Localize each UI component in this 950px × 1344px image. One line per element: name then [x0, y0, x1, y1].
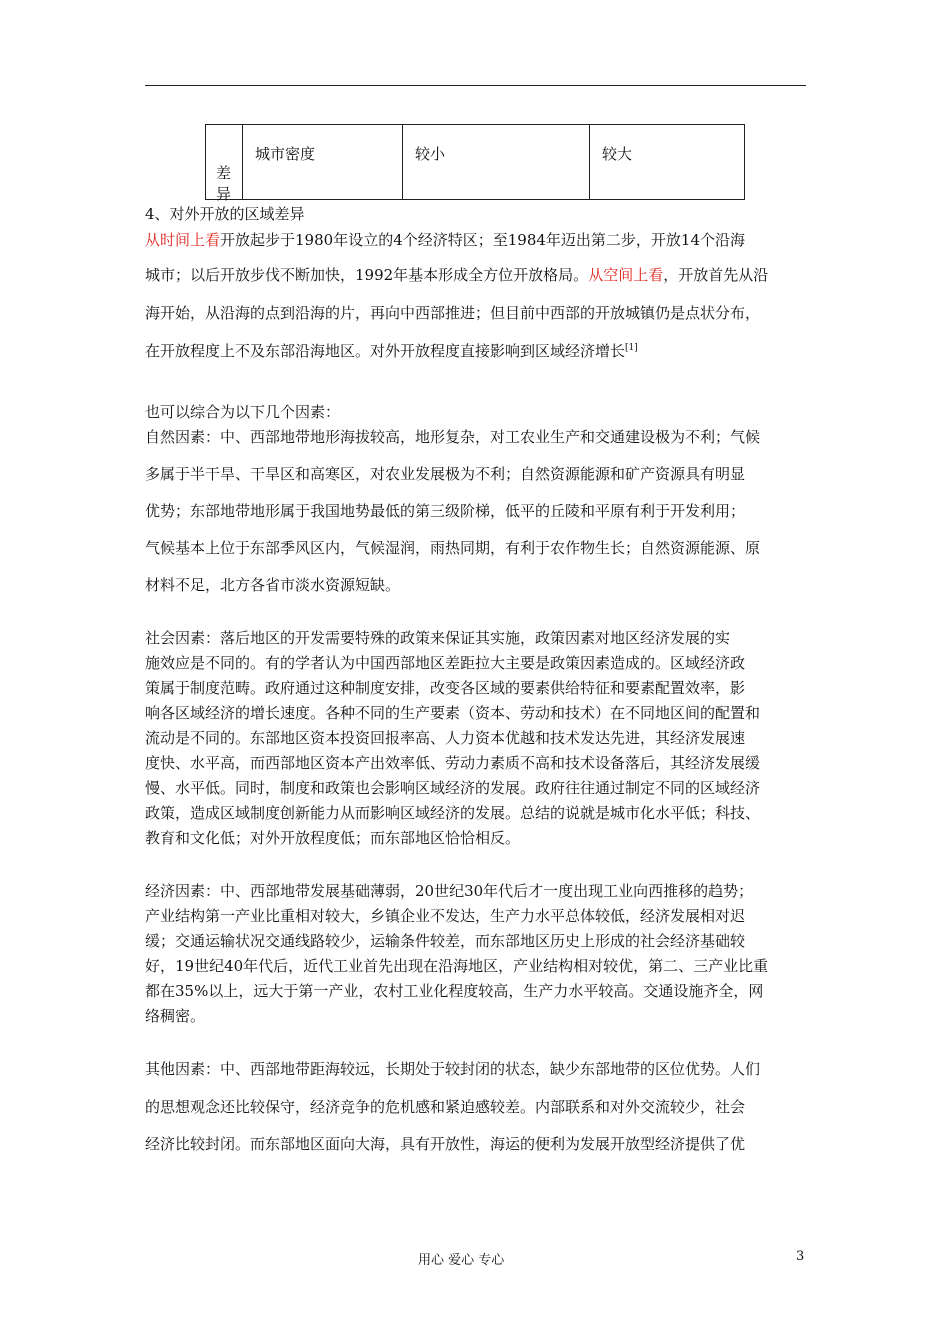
- page-number: 3: [796, 1249, 805, 1264]
- header-rule: [145, 85, 806, 86]
- social-factors-line: 施效应是不同的。有的学者认为中国西部地区差距拉大主要是政策因素造成的。区域经济政: [145, 654, 746, 672]
- value-larger: 较大: [602, 145, 633, 163]
- economic-factors-line: 缓；交通运输状况交通线路较少，运输条件较差，而东部地区历史上形成的社会经济基础较: [145, 932, 746, 950]
- time-perspective-highlight: 从时间上看: [145, 231, 221, 249]
- other-factors-line: 经济比较封闭。而东部地区面向大海，具有开放性，海运的便利为发展开放型经济提供了优: [145, 1135, 746, 1153]
- section-4-line-2: [145, 264, 815, 285]
- summary-intro: 也可以综合为以下几个因素：: [145, 403, 341, 421]
- city-density-label: 城市密度: [255, 145, 316, 163]
- section-4-line-2-text-b: ，开放首先从沿: [663, 266, 769, 284]
- row-header-label: 差异: [216, 164, 232, 203]
- natural-factors-line: 材料不足，北方各省市淡水资源短缺。: [145, 576, 401, 594]
- footnote-reference[interactable]: [1]: [625, 343, 638, 353]
- social-factors-line: 度快、水平高，而西部地区资本产出效率低、劳动力素质不高和技术设备落后，其经济发展缓: [145, 754, 761, 772]
- section-4-line-4-text: 在开放程度上不及东部沿海地区。对外开放程度直接影响到区域经济增长: [145, 342, 626, 360]
- economic-factors-line: 都在35%以上，远大于第一产业，农村工业化程度较高，生产力水平较高。交通设施齐全，网: [145, 982, 764, 1000]
- space-perspective-highlight: 从空间上看: [588, 266, 664, 284]
- value-smaller: 较小: [415, 145, 446, 163]
- table-row-header-cell: [206, 125, 243, 203]
- social-factors-line: 政策，造成区域制度创新能力从而影响区域经济的发展。总结的说就是城市化水平低；科技、: [145, 804, 761, 822]
- section-4-line-3: 海开始，从沿海的点到沿海的片，再向中西部推进；但目前中西部的开放城镇仍是点状分布，: [145, 304, 761, 322]
- other-factors-line: 其他因素：中、西部地带距海较远，长期处于较封闭的状态，缺少东部地带的区位优势。人们: [145, 1060, 761, 1078]
- social-factors-line: 慢、水平低。同时，制度和政策也会影响区域经济的发展。政府往往通过制定不同的区域经济: [145, 779, 761, 797]
- social-factors-line: 响各区域经济的增长速度。各种不同的生产要素（资本、劳动和技术）在不同地区间的配置和: [145, 704, 761, 722]
- table-value-cell-a: [403, 125, 590, 199]
- table-value-cell-b: [590, 125, 746, 199]
- social-factors-line: 社会因素：落后地区的开发需要特殊的政策来保证其实施，政策因素对地区经济发展的实: [145, 629, 731, 647]
- economic-factors-line: 好，19世纪40年代后，近代工业首先出现在沿海地区，产业结构相对较优，第二、三产业比重: [145, 957, 769, 975]
- section-4-line-4: [145, 340, 815, 361]
- social-factors-line: 策属于制度范畴。政府通过这种制度安排，改变各区域的要素供给特征和要素配置效率，影: [145, 679, 746, 697]
- natural-factors-line: 优势；东部地带地形属于我国地势最低的第三级阶梯，低平的丘陵和平原有利于开发利用；: [145, 502, 746, 520]
- social-factors-line: 教育和文化低；对外开放程度低；而东部地区恰恰相反。: [145, 829, 521, 847]
- natural-factors-line: 多属于半干旱、干旱区和高寒区，对农业发展极为不利；自然资源能源和矿产资源具有明显: [145, 465, 746, 483]
- section-4-line-1-text: 开放起步于1980年设立的4个经济特区；至1984年迈出第二步，开放14个沿海: [220, 231, 745, 249]
- natural-factors-line: 自然因素：中、西部地带地形海拔较高，地形复杂，对工农业生产和交通建设极为不利；气候: [145, 428, 761, 446]
- economic-factors-line: 络稠密。: [145, 1007, 206, 1025]
- natural-factors-line: 气候基本上位于东部季风区内，气候湿润，雨热同期，有利于农作物生长；自然资源能源、原: [145, 539, 761, 557]
- table-label-cell: [243, 125, 403, 199]
- economic-factors-line: 经济因素：中、西部地带发展基础薄弱，20世纪30年代后才一度出现工业向西推移的趋势；: [145, 882, 754, 900]
- section-4-line-2-text-a: 城市；以后开放步伐不断加快，1992年基本形成全方位开放格局。: [145, 266, 589, 284]
- economic-factors-line: 产业结构第一产业比重相对较大，乡镇企业不发达，生产力水平总体较低，经济发展相对迟: [145, 907, 746, 925]
- social-factors-line: 流动是不同的。东部地区资本投资回报率高、人力资本优越和技术发达先进，其经济发展速: [145, 729, 746, 747]
- footer-motto: 用心 爱心 专心: [418, 1253, 505, 1268]
- section-4-line-1: [145, 229, 815, 250]
- section-4-heading: 4、对外开放的区域差异: [145, 205, 305, 223]
- other-factors-line: 的思想观念还比较保守，经济竞争的危机感和紧迫感较差。内部联系和对外交流较少，社会: [145, 1098, 746, 1116]
- comparison-table: [205, 124, 745, 203]
